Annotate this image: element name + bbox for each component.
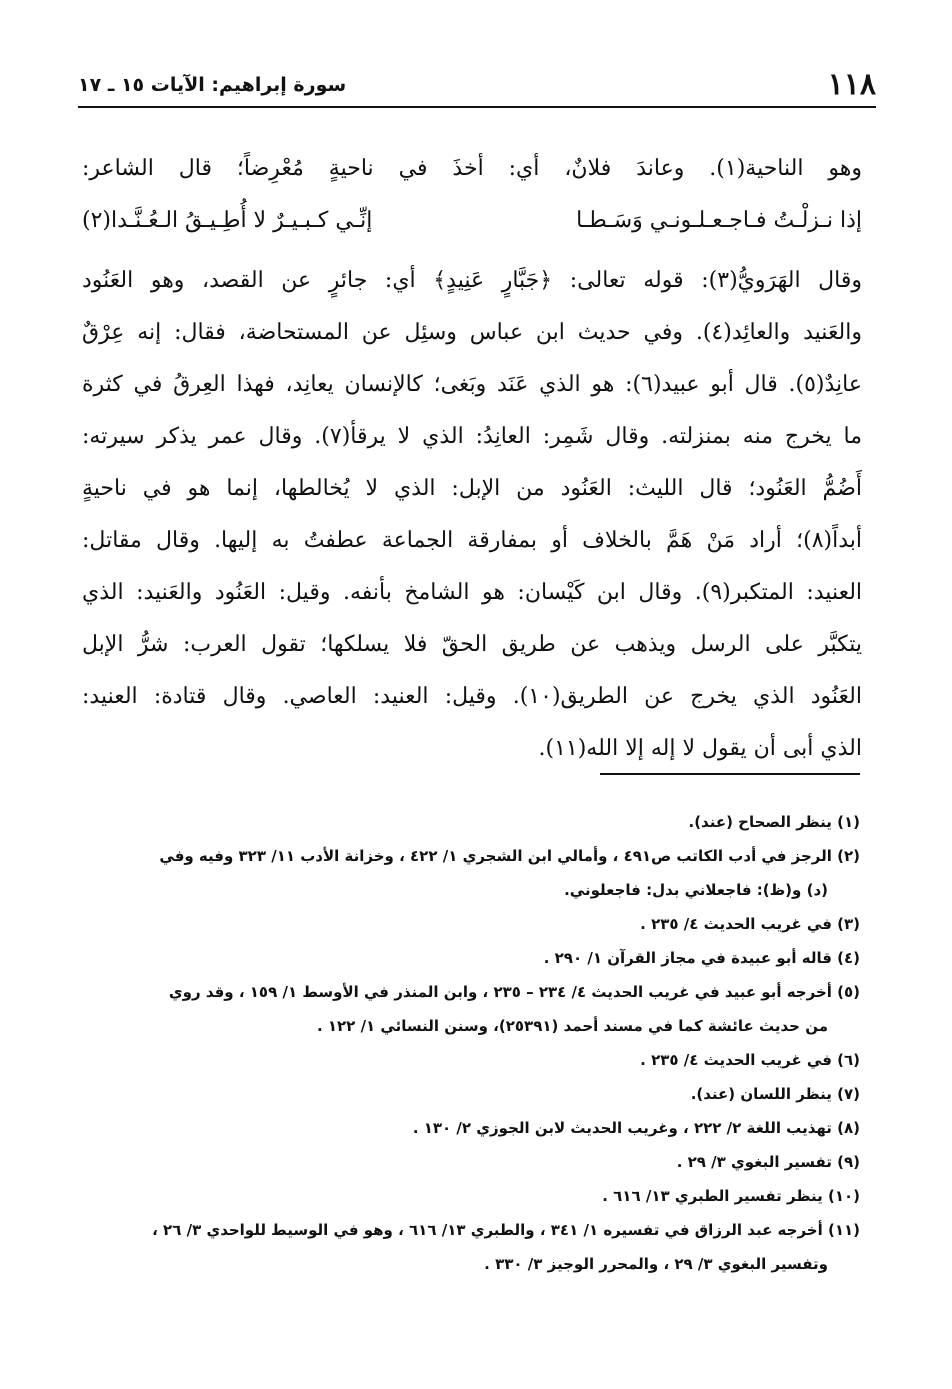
footnote-11-line-2: وتفسير البغوي ٣/ ٢٩ ، والمحرر الوجيز ٣/ ٣٣٠ . bbox=[484, 1255, 828, 1273]
footnote-6: (٦) في غريب الحديث ٤/ ٢٣٥ . bbox=[640, 1051, 860, 1069]
text-line-3: وقال الهَرَويُّ(٣): قوله تعالى: ﴿جَبَّارٍ عَنِيدٍ﴾ أي: جائرٍ عن القصد، وهو العَنُود bbox=[82, 268, 863, 293]
footnote-3: (٣) في غريب الحديث ٤/ ٢٣٥ . bbox=[640, 915, 860, 933]
text-line-7: أَضُمُّ العَنُود؛ قال الليث: العَنُود من الإبل: الذي لا يُخالطها، إنما هو في ناحيةٍ bbox=[82, 476, 862, 501]
text-line-11: العَنُود الذي يخرج عن الطريق(١٠). وقيل: العنيد: العاصي. وقال قتادة: العنيد: bbox=[82, 684, 862, 709]
footnote-8: (٨) تهذيب اللغة ٢/ ٢٢٢ ، وغريب الحديث لابن الجوزي ٢/ ١٣٠ . bbox=[412, 1119, 860, 1137]
footnote-5-line-2: من حديث عائشة كما في مسند أحمد (٢٥٣٩١)، وسنن النسائي ١/ ١٢٢ . bbox=[316, 1017, 828, 1035]
page-number: ١١٨ bbox=[827, 67, 876, 102]
verse-second-hemistich: إنِّـي كـبـيـرٌ لا أُطِـيـقُ الـعُـنَّـدا(٢) bbox=[82, 208, 373, 233]
footnote-2 bbox=[82, 839, 860, 907]
text-line-9: العنيد: المتكبر(٩). وقال ابن كَيْسان: هو الشامخ بأنفه. وقيل: العَنُود والعَنيد: الذي bbox=[82, 580, 863, 605]
footnote-1: (١) ينظر الصحاح (عند). bbox=[688, 813, 860, 831]
footnotes bbox=[82, 805, 860, 1281]
header-rule bbox=[78, 106, 876, 108]
footnote-11 bbox=[82, 1213, 860, 1281]
poetry-verse bbox=[82, 195, 862, 249]
footnote-10: (١٠) ينظر تفسير الطبري ١٣/ ٦١٦ . bbox=[602, 1187, 860, 1205]
main-text bbox=[82, 143, 862, 775]
footnote-11-line-1: (١١) أخرجه عبد الرزاق في تفسيره ١/ ٣٤١ ، والطبري ١٣/ ٦١٦ ، وهو في الوسيط للواحدي ٣/ ٢٦ ، bbox=[152, 1221, 860, 1239]
footnote-9: (٩) تفسير البغوي ٣/ ٢٩ . bbox=[676, 1153, 860, 1171]
text-line-5: عانِدٌ(٥). قال أبو عبيد(٦): هو الذي عَنَد وبَغى؛ كالإنسان يعانِد، فهذا العِرقُ في كثرة bbox=[82, 372, 863, 397]
text-line-12: الذي أبى أن يقول لا إله إلا الله(١١). bbox=[538, 736, 862, 761]
text-line-6: ما يخرج منه بمنزلته. وقال شَمِر: العانِدُ: الذي لا يرقأ(٧). وقال عمر يذكر سيرته: bbox=[82, 424, 862, 449]
footnote-7: (٧) ينظر اللسان (عند). bbox=[690, 1085, 860, 1103]
running-title: سورة إبراهيم: الآيات ١٥ ـ ١٧ bbox=[78, 74, 347, 96]
footnote-5-line-1: (٥) أخرجه أبو عبيد في غريب الحديث ٤/ ٢٣٤ – ٢٣٥ ، وابن المنذر في الأوسط ١/ ١٥٩ ، وقد روي bbox=[168, 983, 860, 1001]
footnote-separator bbox=[600, 773, 860, 775]
text-line-10: يتكبَّر على الرسل ويذهب عن طريق الحقّ فلا يسلكها؛ تقول العرب: شرُّ الإبل bbox=[82, 632, 862, 657]
text-line-1: وهو الناحية(١). وعاندَ فلانٌ، أي: أخذَ في ناحيةٍ مُعْرِضاً؛ قال الشاعر: bbox=[82, 156, 863, 181]
text-line-8: أبداً(٨)؛ أراد مَنْ هَمَّ بالخلاف أو بمفارقة الجماعة عطفتُ به إليها. وقال مقاتل: bbox=[82, 528, 862, 553]
page-header bbox=[78, 66, 876, 106]
footnote-4: (٤) قاله أبو عبيدة في مجاز القرآن ١/ ٢٩٠ . bbox=[543, 949, 860, 967]
footnote-2-line-1: (٢) الرجز في أدب الكاتب ص٤٩١ ، وأمالي ابن الشجري ١/ ٤٢٢ ، وخزانة الأدب ١١/ ٣٢٣ وفيه وفي bbox=[159, 847, 860, 865]
text-line-4: والعَنيد والعائِد(٤). وفي حديث ابن عباس وسئِل عن المستحاضة، فقال: إنه عِرْقٌ bbox=[82, 320, 862, 345]
footnote-5 bbox=[82, 975, 860, 1043]
verse-first-hemistich: إذا نـزلْـتُ فـاجـعـلـونـي وَسَـطـا bbox=[576, 208, 862, 233]
footnote-2-line-2: (د) و(ظ): فاجعلاني بدل: فاجعلوني. bbox=[564, 881, 828, 899]
